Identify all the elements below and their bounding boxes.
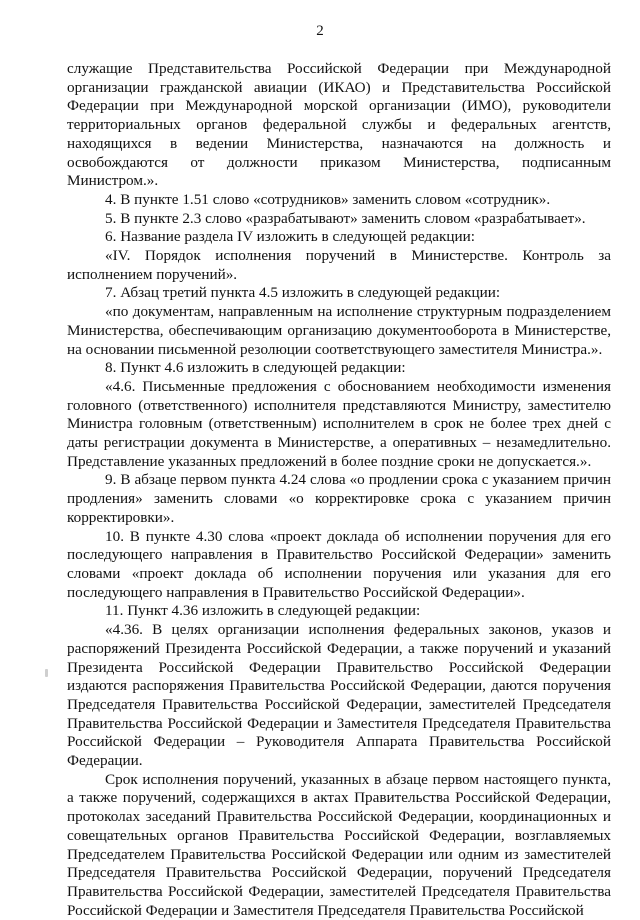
paragraph-item-9: 9. В абзаце первом пункта 4.24 слова «о продлении срока с указанием причин продления» заменить словами «о корректировке срока с указанием причин корректировки». xyxy=(67,471,611,526)
paragraph-item-10: 10. В пункте 4.30 слова «проект доклада об исполнении поручения для его последующего направления в Правительство Российской Федерации» заменить словами «проект доклада об исполнении поручения или указания для его последующего направления в Правительство Российской Федерации». xyxy=(67,527,611,601)
paragraph-item-5: 5. В пункте 2.3 слово «разрабатывают» заменить словом «разрабатывает». xyxy=(105,209,586,227)
page-number: 2 xyxy=(316,23,324,39)
paragraph-deadline-text: Срок исполнения поручений, указанных в абзаце первом настоящего пункта, а также поручений, содержащихся в актах Правительства Российской Федерации, протоколах заседаний Правительства Российской Федерации, координационных и совещательных органов Правительства Российской Федерации, возглавляемых Председателем Правительства Российской Федерации или одним из заместителей Председателя Правительства Российской Федерации, поручений Председателя Правительства Российской Федерации, заместителей Председателя Правительства Российской Федерации и Заместителя Председателя Правительства Российской xyxy=(67,770,611,919)
paragraph-item-7: 7. Абзац третий пункта 4.5 изложить в следующей редакции: xyxy=(105,284,501,302)
paragraph-item-8-text: «4.6. Письменные предложения с обоснованием необходимости изменения головного (ответственного) исполнителя представляются Министру, заместителю Министра головным (ответственным) исполнителем в срок не более трех дней с даты регистрации документа в Министерстве, а оперативных – незамедлительно. Представление указанных предложений в более поздние сроки не допускается.». xyxy=(67,377,611,470)
paragraph-item-11: 11. Пункт 4.36 изложить в следующей редакции: xyxy=(105,602,421,620)
paragraph-item-11-text: «4.36. В целях организации исполнения федеральных законов, указов и распоряжений Президента Российской Федерации, а также поручений и указаний Президента Российской Федерации Правительство Российской Федерации издаются распоряжения Правительства Российской Федерации, даются поручения Председателя Правительства Российской Федерации, заместителей Председателя Правительства Российской Федерации и Заместителя Председателя Правительства Российской Федерации – Руководителя Аппарата Правительства Российской Федерации. xyxy=(67,621,611,770)
paragraph-item-4: 4. В пункте 1.51 слово «сотрудников» заменить словом «сотрудник». xyxy=(105,190,551,208)
paragraph-item-8: 8. Пункт 4.6 изложить в следующей редакции: xyxy=(105,359,406,377)
paragraph-item-6: 6. Название раздела IV изложить в следующей редакции: xyxy=(105,228,475,246)
scan-speck xyxy=(45,669,48,677)
paragraph-item-7-text: «по документам, направленным на исполнение структурным подразделением Министерства, обеспечивающим организацию документооборота в Министерстве, на основании письменной резолюции соответствующего заместителя Министра.». xyxy=(67,303,611,358)
paragraph-section-iv-title: «IV. Порядок исполнения поручений в Министерстве. Контроль за исполнением поручений». xyxy=(67,247,611,283)
paragraph-continuation: служащие Представительства Российской Федерации при Международной организации гражданской авиации (ИКАО) и Представительства Российской Федерации при Международной морской организации (ИМО), руководители территориальных органов федеральной службы и федеральных агентств, находящихся в ведении Министерства, назначаются на должность и освобождаются от должности приказом Министерства, подписанным Министром.». xyxy=(67,60,611,190)
document-body xyxy=(67,60,611,920)
